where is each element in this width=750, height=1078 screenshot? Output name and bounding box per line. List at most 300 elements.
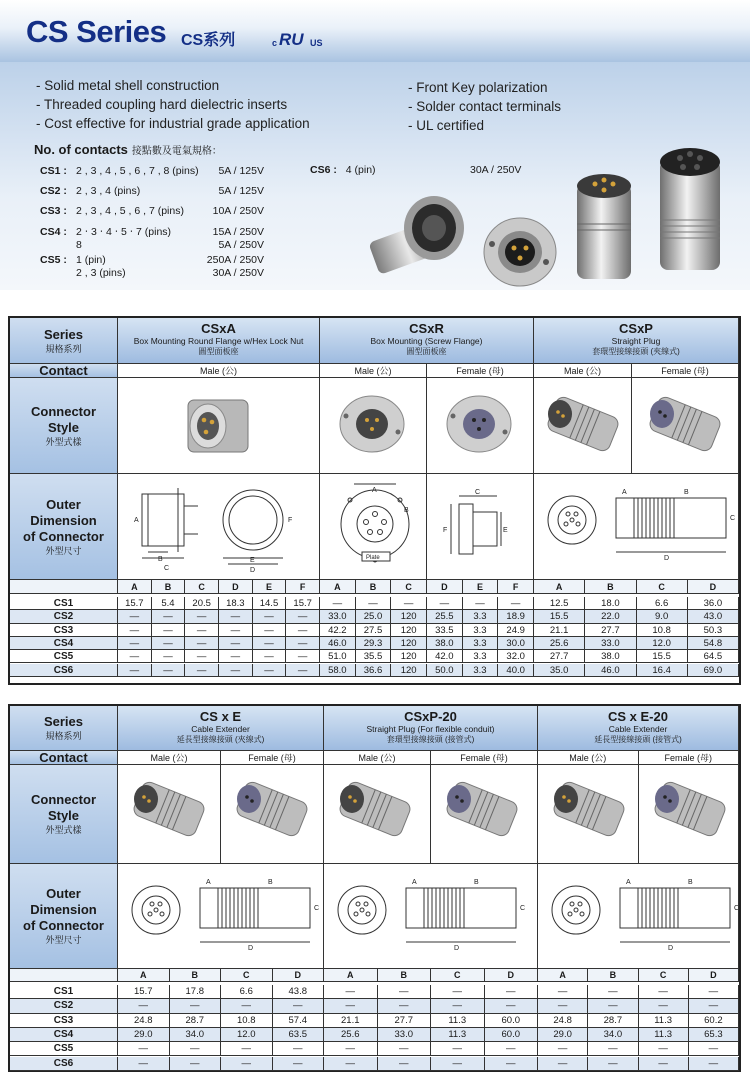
contact-row: CS3 : 2 , 3 , 4 , 5 , 6 , 7 (pins): [40, 205, 184, 217]
col-letter: B: [356, 580, 392, 594]
series-label: [10, 318, 118, 364]
table-cell: —: [378, 1042, 432, 1056]
table-cell: 3.3: [463, 637, 499, 650]
row-label-cs2: CS2: [10, 999, 118, 1013]
dim-en2: Dimension: [30, 512, 97, 528]
contact-row: CS1 : 2 , 3 , 4 , 5 , 6 , 7 , 8 (pins): [40, 165, 199, 177]
table-cell: 120: [391, 624, 427, 637]
contact-row: CS2 : 2 , 3 , 4 (pins): [40, 185, 141, 197]
table-cell: —: [219, 637, 253, 650]
table-cell: —: [170, 999, 222, 1013]
group-subtitle: Box Mounting (Screw Flange): [370, 336, 483, 346]
col-letter: B: [585, 580, 636, 594]
table-cell: 33.0: [320, 610, 356, 623]
col-letter: A: [534, 580, 585, 594]
table-cell: —: [431, 985, 485, 999]
ul-certification-logo: c RU US: [272, 30, 323, 49]
table-cell: 25.6: [324, 1028, 378, 1042]
col-letter: B: [588, 969, 638, 982]
table-cell: 25.5: [427, 610, 463, 623]
table-cell: 30.0: [498, 637, 534, 650]
table-cell: —: [431, 1042, 485, 1056]
style-en1: Connector: [31, 792, 96, 807]
contact-rating: 5A / 250V: [218, 239, 264, 251]
col-letter: C: [185, 580, 219, 594]
table-cell: —: [689, 1057, 739, 1071]
contact-row: CS4 : 2 ‧ 3 ‧ 4 ‧ 5 ‧ 7 (pins): [40, 226, 172, 238]
table-cell: —: [152, 650, 186, 663]
table-cell: 33.0: [585, 637, 636, 650]
table-cell: 12.5: [534, 597, 585, 610]
svg-text:A: A: [412, 879, 417, 886]
group-header-csxr: [320, 318, 534, 364]
style-image-csxr-female: [427, 378, 534, 474]
group-subtitle: Straight Plug (For flexible conduit): [366, 724, 495, 734]
svg-text:A: A: [206, 879, 211, 886]
page-subtitle: CS系列: [181, 32, 236, 49]
table-cell: 25.6: [534, 637, 585, 650]
dimension-drawing: [538, 870, 739, 966]
table-cell: 120: [391, 664, 427, 677]
table-cell: 9.0: [637, 610, 688, 623]
svg-text:Plate: Plate: [366, 555, 380, 561]
table-cell: 27.7: [585, 624, 636, 637]
connector-photo: [330, 384, 420, 470]
table-cell: 38.0: [427, 637, 463, 650]
table-cell: 29.3: [356, 637, 392, 650]
table-cell: 12.0: [221, 1028, 273, 1042]
table-cell: —: [118, 664, 152, 677]
dimension-drawing: [324, 864, 538, 969]
table-cell: —: [538, 985, 588, 999]
table-cell: —: [253, 637, 287, 650]
table-cell: 46.0: [585, 664, 636, 677]
col-letter: D: [273, 969, 325, 982]
svg-text:F: F: [288, 517, 293, 524]
intro-panel: [0, 62, 750, 290]
table-cell: —: [118, 637, 152, 650]
table-cell: 120: [391, 650, 427, 663]
table-cell: —: [221, 1042, 273, 1056]
spec-table-2: [8, 704, 741, 1072]
table-cell: 58.0: [320, 664, 356, 677]
col-letter: E: [253, 580, 287, 594]
svg-text:C: C: [730, 515, 736, 522]
connector-style-label: [10, 378, 118, 474]
contact-row-cs6: CS6 : 4 (pin): [310, 164, 376, 176]
col-letter: A: [538, 969, 588, 982]
contact-row: CS5 : 1 (pin): [40, 254, 106, 266]
table-cell: 28.7: [588, 1014, 638, 1028]
style-image-female: [431, 765, 538, 864]
group-header-csxa: [118, 318, 320, 364]
table-cell: —: [431, 1057, 485, 1071]
table-cell: —: [588, 985, 638, 999]
col-letter: B: [170, 969, 222, 982]
dimension-drawing: [320, 480, 424, 580]
table-cell: 35.0: [534, 664, 585, 677]
connector-photo-flange: [480, 212, 560, 292]
dim-en3: of Connector: [23, 918, 104, 933]
svg-text:A: A: [372, 487, 377, 494]
table-cell: 11.3: [431, 1014, 485, 1028]
dimension-drawing: [441, 484, 521, 574]
table-cell: 43.8: [273, 985, 325, 999]
style-image-female: [221, 765, 324, 864]
table-cell: —: [538, 1042, 588, 1056]
outer-dimension-label: [10, 474, 118, 580]
group-subtitle: Cable Extender: [608, 724, 668, 734]
table-cell: —: [185, 650, 219, 663]
table-cell: —: [639, 1042, 689, 1056]
style-en1: Connector: [31, 403, 96, 419]
table-cell: —: [378, 999, 432, 1013]
table-cell: —: [324, 1042, 378, 1056]
table-cell: 3.3: [463, 664, 499, 677]
group-header: [324, 706, 538, 751]
table-cell: —: [463, 597, 499, 610]
style-image-female: [639, 765, 740, 864]
group-title: CS x E: [199, 709, 242, 724]
table-cell: —: [118, 1057, 170, 1071]
svg-text:E: E: [503, 527, 508, 534]
table-cell: 120: [391, 610, 427, 623]
svg-text:D: D: [454, 945, 460, 952]
table-cell: —: [253, 624, 287, 637]
table-cell: —: [253, 664, 287, 677]
table-cell: —: [221, 1057, 273, 1071]
connector-photo: [328, 769, 422, 859]
svg-text:A: A: [622, 489, 627, 496]
dimension-drawing: [534, 480, 738, 576]
col-letter: C: [637, 580, 688, 594]
table-cell: —: [253, 610, 287, 623]
table-cell: —: [273, 1057, 325, 1071]
contact-rating: 5A / 125V: [218, 185, 264, 197]
dimension-drawing: [118, 864, 324, 969]
table-cell: —: [286, 664, 320, 677]
table-cell: 12.0: [637, 637, 688, 650]
table-cell: —: [689, 999, 739, 1013]
table-cell: 46.0: [320, 637, 356, 650]
table-cell: 20.5: [185, 597, 219, 610]
connector-style-label: [10, 765, 118, 864]
col-letter: F: [286, 580, 320, 594]
table-cell: —: [639, 1057, 689, 1071]
table-cell: 21.1: [534, 624, 585, 637]
table-cell: 51.0: [320, 650, 356, 663]
table-cell: 11.3: [639, 1014, 689, 1028]
row-label-cs1: CS1: [10, 985, 118, 999]
table-cell: 33.5: [427, 624, 463, 637]
style-en2: Style: [47, 419, 80, 435]
contact-label-text: Contact: [39, 751, 88, 765]
series-label-en: Series: [43, 714, 84, 729]
group-subtitle: Straight Plug: [611, 336, 661, 346]
contact-row: 8: [76, 239, 82, 251]
svg-text:C: C: [475, 489, 481, 496]
series-label-zh: 規格系列: [45, 343, 82, 354]
table-cell: —: [185, 610, 219, 623]
contact-rating: 5A / 125V: [218, 165, 264, 177]
table-cell: 24.8: [118, 1014, 170, 1028]
table-cell: —: [588, 1057, 638, 1071]
group-subtitle-zh: 套環型接線接頭 (夾線式): [592, 347, 680, 356]
table-cell: 18.3: [219, 597, 253, 610]
row-label-cs3: CS3: [10, 1014, 118, 1028]
table-cell: 10.8: [221, 1014, 273, 1028]
connector-photo-panel-mount: [362, 190, 472, 280]
row-label-cs3: CS3: [10, 624, 118, 637]
table-cell: 60.0: [485, 1014, 539, 1028]
contact-label: [10, 751, 118, 765]
table-cell: —: [273, 999, 325, 1013]
connector-photo: [174, 382, 264, 468]
col-letter-blank: [10, 969, 118, 982]
row-label-cs5: CS5: [10, 650, 118, 663]
table-cell: —: [118, 650, 152, 663]
table-cell: 18.9: [498, 610, 534, 623]
table-cell: —: [485, 999, 539, 1013]
contact-male: Male (公): [538, 751, 639, 765]
table-cell: 36.6: [356, 664, 392, 677]
group-subtitle: Cable Extender: [191, 724, 250, 734]
style-zh: 外型式樣: [45, 436, 82, 447]
table-cell: 29.0: [538, 1028, 588, 1042]
table-cell: 15.7: [118, 985, 170, 999]
table-cell: 10.8: [637, 624, 688, 637]
col-letter: C: [639, 969, 689, 982]
svg-text:A: A: [626, 879, 631, 886]
table-cell: 34.0: [170, 1028, 222, 1042]
table-cell: 42.2: [320, 624, 356, 637]
table-cell: —: [219, 624, 253, 637]
contact-female: Female (母): [639, 751, 740, 765]
table-cell: —: [273, 1042, 325, 1056]
svg-text:D: D: [250, 567, 256, 574]
table-cell: 50.0: [427, 664, 463, 677]
connector-photo-plug-male: [565, 164, 645, 284]
table-cell: 50.3: [688, 624, 739, 637]
svg-text:B: B: [268, 879, 273, 886]
table-cell: 16.4: [637, 664, 688, 677]
dimension-drawing-csxp: [534, 474, 739, 580]
table-cell: —: [378, 1057, 432, 1071]
style-image-csxp-female: [632, 378, 739, 474]
group-header: [538, 706, 739, 751]
features-left: - Solid metal shell construction - Threaded coupling hard dielectric inserts - Cost effective for industrial grade application: [36, 78, 310, 131]
table-cell: —: [253, 650, 287, 663]
col-letter: D: [427, 580, 463, 594]
table-cell: —: [689, 1042, 739, 1056]
contact-label: [10, 364, 118, 378]
table-cell: —: [639, 985, 689, 999]
outer-dimension-label: [10, 864, 118, 969]
connector-photo: [638, 384, 732, 470]
svg-text:D: D: [668, 945, 674, 952]
table-cell: —: [639, 999, 689, 1013]
table-cell: —: [378, 985, 432, 999]
table-cell: 27.5: [356, 624, 392, 637]
contact-label-text: Contact: [39, 364, 88, 378]
contact-male: Male (公): [324, 751, 431, 765]
style-image-csxa: [118, 378, 320, 474]
group-title: CSxP-20: [404, 709, 457, 724]
table-cell: 3.3: [463, 624, 499, 637]
table-cell: 11.3: [431, 1028, 485, 1042]
table-cell: —: [118, 624, 152, 637]
group-subtitle: Box Mounting Round Flange w/Hex Lock Nut: [133, 336, 304, 346]
svg-text:C: C: [164, 565, 170, 572]
svg-text:B: B: [684, 489, 689, 496]
contact-male: Male (公): [118, 751, 221, 765]
table-cell: —: [538, 999, 588, 1013]
row-label-cs2: CS2: [10, 610, 118, 623]
table-cell: 32.0: [498, 650, 534, 663]
table-cell: —: [286, 624, 320, 637]
page-title: CS Series: [26, 14, 167, 49]
col-letter-blank: [10, 580, 118, 594]
col-letter: D: [219, 580, 253, 594]
dim-en1: Outer: [46, 886, 81, 901]
group-header-csxp: [534, 318, 739, 364]
table-cell: 11.3: [639, 1028, 689, 1042]
group-title: CSxR: [409, 321, 444, 336]
table-cell: —: [588, 999, 638, 1013]
group-subtitle-zh: 圓型面板座: [406, 347, 447, 356]
connector-photo: [225, 769, 319, 859]
table-cell: 24.9: [498, 624, 534, 637]
contact-rating: 30A / 250V: [212, 267, 264, 279]
svg-text:B: B: [404, 507, 409, 514]
table-cell: —: [219, 650, 253, 663]
table-cell: —: [219, 610, 253, 623]
table-cell: 25.0: [356, 610, 392, 623]
table-cell: 27.7: [534, 650, 585, 663]
connector-photo: [536, 384, 630, 470]
series-label: [10, 706, 118, 751]
table-cell: 34.0: [588, 1028, 638, 1042]
dimension-drawing-csxr-side: [427, 474, 534, 580]
table-cell: —: [485, 1042, 539, 1056]
table-cell: —: [391, 597, 427, 610]
table-cell: 6.6: [637, 597, 688, 610]
header-banner: [0, 0, 750, 62]
table-cell: —: [498, 597, 534, 610]
svg-text:C: C: [314, 905, 320, 912]
table-cell: 33.0: [378, 1028, 432, 1042]
group-subtitle-zh: 延長型接線接頭 (夾線式): [176, 735, 265, 744]
table-cell: 18.0: [585, 597, 636, 610]
series-label-zh: 規格系列: [45, 731, 82, 741]
table-cell: 43.0: [688, 610, 739, 623]
table-cell: 40.0: [498, 664, 534, 677]
col-letter: B: [378, 969, 432, 982]
table-cell: 60.0: [485, 1028, 539, 1042]
contact-rating: 10A / 250V: [212, 205, 264, 217]
style-image-male: [324, 765, 431, 864]
svg-text:B: B: [474, 879, 479, 886]
contact-female: Female (母): [632, 364, 739, 378]
table-cell: 27.7: [378, 1014, 432, 1028]
table-cell: 38.0: [585, 650, 636, 663]
table-cell: —: [185, 624, 219, 637]
table-cell: —: [152, 610, 186, 623]
table-cell: 36.0: [688, 597, 739, 610]
group-title: CSxA: [201, 321, 236, 336]
style-image-csxr-male: [320, 378, 427, 474]
group-subtitle-zh: 套環型接線接頭 (接管式): [386, 735, 475, 744]
table-cell: —: [485, 985, 539, 999]
table-cell: —: [689, 985, 739, 999]
table-cell: 3.3: [463, 610, 499, 623]
row-label-cs1: CS1: [10, 597, 118, 610]
series-label-en: Series: [43, 326, 84, 342]
table-cell: 35.5: [356, 650, 392, 663]
table-cell: —: [286, 650, 320, 663]
svg-text:D: D: [248, 945, 254, 952]
table-cell: 14.5: [253, 597, 287, 610]
table-cell: 63.5: [273, 1028, 325, 1042]
table-cell: 6.6: [221, 985, 273, 999]
table-cell: —: [485, 1057, 539, 1071]
col-letter: A: [118, 969, 170, 982]
svg-text:B: B: [688, 879, 693, 886]
style-zh: 外型式樣: [45, 825, 82, 835]
group-subtitle-zh: 延長型接線接頭 (接管式): [594, 735, 682, 744]
col-letter: D: [689, 969, 739, 982]
style-image-male: [118, 765, 221, 864]
table-cell: —: [538, 1057, 588, 1071]
style-image-csxp-male: [534, 378, 632, 474]
table-cell: —: [152, 637, 186, 650]
table-cell: 15.5: [637, 650, 688, 663]
table-cell: —: [324, 999, 378, 1013]
row-label-cs4: CS4: [10, 1028, 118, 1042]
col-letter: E: [463, 580, 499, 594]
dimension-drawing: [118, 870, 322, 966]
table-cell: 15.7: [286, 597, 320, 610]
col-letter: A: [324, 969, 378, 982]
col-letter: C: [221, 969, 273, 982]
table-cell: —: [219, 664, 253, 677]
table-cell: —: [320, 597, 356, 610]
table-cell: 3.3: [463, 650, 499, 663]
table-cell: 120: [391, 637, 427, 650]
dim-zh: 外型尺寸: [45, 935, 82, 945]
table-cell: —: [170, 1057, 222, 1071]
svg-text:D: D: [664, 555, 670, 562]
table-cell: —: [588, 1042, 638, 1056]
table-cell: 5.4: [152, 597, 186, 610]
contact-rating: 15A / 250V: [212, 226, 264, 238]
col-letter: D: [688, 580, 739, 594]
svg-text:C: C: [520, 905, 526, 912]
connector-photo: [435, 769, 529, 859]
style-en2: Style: [47, 808, 80, 823]
table-cell: 57.4: [273, 1014, 325, 1028]
dim-en2: Dimension: [30, 902, 97, 917]
contact-row: 2 , 3 (pins): [76, 267, 126, 279]
row-label-cs5: CS5: [10, 1042, 118, 1056]
table-cell: —: [118, 1042, 170, 1056]
table-cell: —: [324, 985, 378, 999]
contacts-heading: No. of contacts 接點數及電氣規格：: [34, 142, 222, 157]
group-title: CSxP: [619, 321, 653, 336]
table-cell: 69.0: [688, 664, 739, 677]
group-title: CS x E-20: [608, 709, 668, 724]
dim-en1: Outer: [46, 496, 81, 512]
